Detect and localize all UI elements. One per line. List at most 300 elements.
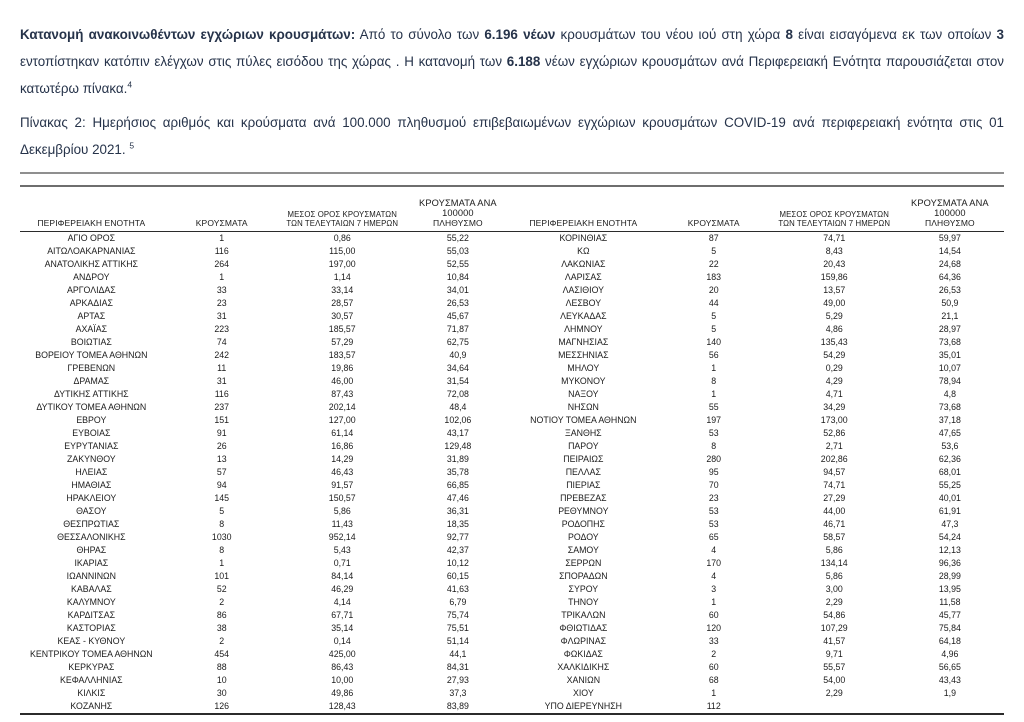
intro-bold-gateway: 3: [996, 27, 1004, 42]
per100k-cell: 73,68: [938, 402, 961, 412]
avg7-cell: 4,86: [825, 324, 843, 334]
avg7-cell: 5,43: [333, 545, 351, 555]
per100k-cell: 72,08: [446, 389, 469, 399]
region-cell: ΖΑΚΥΝΘΟΥ: [67, 454, 116, 464]
per100k-cell: 48,4: [449, 402, 467, 412]
region-cell: ΛΕΣΒΟΥ: [565, 298, 602, 308]
per100k-cell: 53,6: [941, 441, 959, 451]
region-cell: ΔΡΑΜΑΣ: [73, 376, 110, 386]
col-header-avg7: [773, 198, 896, 232]
per100k-cell: 68,01: [938, 467, 961, 477]
cases-cell: 88: [216, 662, 227, 672]
avg7-cell: 87,43: [331, 389, 354, 399]
cases-cell: 2: [219, 597, 225, 607]
cases-cell: 145: [214, 493, 230, 503]
table-row: [512, 349, 1004, 362]
per100k-cell: 51,14: [446, 636, 469, 646]
cases-cell: 4: [711, 571, 717, 581]
col-header-region: ΠΕΡΙΦΕΡΕΙΑΚΗ ΕΝΟΤΗΤΑ: [20, 198, 163, 232]
cases-table-left: [20, 198, 512, 715]
cases-cell: 53: [708, 519, 719, 529]
region-cell: ΛΑΚΩΝΙΑΣ: [561, 259, 606, 269]
cases-cell: 120: [706, 623, 722, 633]
cases-cell: 26: [216, 441, 227, 451]
avg7-cell: 173,00: [820, 415, 848, 425]
per100k-cell: 55,25: [938, 480, 961, 490]
avg7-cell: 11,43: [331, 519, 353, 529]
cases-cell: 1: [711, 363, 717, 373]
avg7-cell: 49,00: [823, 298, 846, 308]
table-row: [512, 414, 1004, 427]
table-row: [20, 362, 512, 375]
avg7-cell: 127,00: [328, 415, 356, 425]
region-cell: ΔΥΤΙΚΗΣ ΑΤΤΙΚΗΣ: [54, 389, 129, 399]
col-header-avg7-line1: ΜΕΣΟΣ ΟΡΟΣ ΚΡΟΥΣΜΑΤΩΝ: [779, 210, 889, 219]
region-cell: ΡΟΔΟΠΗΣ: [561, 519, 605, 529]
per100k-cell: 62,36: [938, 454, 961, 464]
table-row: [512, 401, 1004, 414]
table-caption: [20, 109, 1004, 163]
per100k-cell: 55,22: [446, 233, 469, 243]
avg7-cell: 3,00: [825, 584, 843, 594]
cases-table: [20, 198, 1004, 715]
col-header-cases: ΚΡΟΥΣΜΑΤΑ: [163, 198, 281, 232]
per100k-cell: 27,93: [446, 675, 469, 685]
table-row: [512, 245, 1004, 258]
cases-cell: 5: [219, 506, 225, 516]
table-row: [20, 479, 512, 492]
region-cell: ΧΙΟΥ: [572, 688, 594, 698]
table-row: [20, 596, 512, 609]
region-cell: ΞΑΝΘΗΣ: [565, 428, 602, 438]
per100k-cell: 83,89: [404, 700, 512, 714]
per100k-cell: 37,3: [449, 688, 467, 698]
avg7-cell: 46,00: [331, 376, 354, 386]
region-cell: ΗΛΕΙΑΣ: [75, 467, 108, 477]
cases-cell: 1: [219, 558, 225, 568]
region-cell: ΧΑΛΚΙΔΙΚΗΣ: [557, 662, 610, 672]
avg7-cell: 2,29: [825, 688, 843, 698]
avg7-cell: 135,43: [820, 337, 848, 347]
divider-rule-bottom: [20, 185, 1004, 187]
footnote-marker-4: 4: [127, 79, 133, 90]
cases-cell: 151: [214, 415, 230, 425]
region-cell: ΤΗΝΟΥ: [568, 597, 599, 607]
table-row: [20, 492, 512, 505]
cases-cell: 197: [706, 415, 722, 425]
avg7-cell: 5,86: [825, 545, 843, 555]
table-row: [20, 440, 512, 453]
table-header-row: [512, 198, 1004, 232]
region-cell: ΓΡΕΒΕΝΩΝ: [67, 363, 116, 373]
avg7-cell: 55,57: [823, 662, 846, 672]
table-row: [20, 297, 512, 310]
avg7-cell: 952,14: [328, 532, 356, 542]
per100k-cell: [896, 700, 1004, 714]
region-cell: ΚΟΖΑΝΗΣ: [20, 700, 163, 714]
cases-cell: 101: [214, 571, 230, 581]
region-cell: ΣΥΡΟΥ: [568, 584, 599, 594]
region-cell: ΕΥΡΥΤΑΝΙΑΣ: [64, 441, 119, 451]
per100k-cell: 129,48: [444, 441, 472, 451]
cases-cell: 23: [708, 493, 719, 503]
avg7-cell: 28,57: [331, 298, 354, 308]
table-row: [20, 375, 512, 388]
region-cell: ΚΑΡΔΙΤΣΑΣ: [67, 610, 116, 620]
per100k-cell: 59,97: [938, 233, 961, 243]
cases-cell: 264: [214, 259, 230, 269]
region-cell: ΝΟΤΙΟΥ ΤΟΜΕΑ ΑΘΗΝΩΝ: [530, 415, 637, 425]
cases-cell: 60: [708, 662, 719, 672]
region-cell: ΚΟΡΙΝΘΙΑΣ: [559, 233, 608, 243]
region-cell: ΛΑΣΙΘΙΟΥ: [562, 285, 604, 295]
cases-cell: 126: [163, 700, 281, 714]
table-row: [20, 687, 512, 700]
table-row: [20, 336, 512, 349]
per100k-cell: 13,95: [938, 584, 961, 594]
table-row: [20, 453, 512, 466]
cases-cell: 2: [711, 649, 717, 659]
per100k-cell: 26,53: [446, 298, 469, 308]
cases-cell: 52: [216, 584, 227, 594]
avg7-cell: 13,57: [823, 285, 846, 295]
avg7-cell: 4,71: [825, 389, 843, 399]
avg7-cell: 9,71: [825, 649, 843, 659]
table-row: [20, 414, 512, 427]
table-row: [20, 674, 512, 687]
avg7-cell: 74,71: [823, 480, 846, 490]
region-cell: ΜΗΛΟΥ: [567, 363, 600, 373]
intro-text-5: νέων εγχώριων κρουσμάτων ανά Περιφερειακή Ενότητα παρουσιάζεται στον κατωτέρω πίνακα.: [20, 54, 1004, 96]
avg7-cell: 425,00: [328, 649, 356, 659]
avg7-cell: 1,14: [333, 272, 351, 282]
region-cell: ΦΘΙΩΤΙΔΑΣ: [559, 623, 608, 633]
table-row: [512, 661, 1004, 674]
cases-cell: 53: [708, 428, 719, 438]
cases-cell: 74: [216, 337, 227, 347]
per100k-cell: 62,75: [446, 337, 469, 347]
col-header-avg7: [281, 198, 404, 232]
region-cell: ΚΑΒΑΛΑΣ: [71, 584, 112, 594]
table-row: [512, 362, 1004, 375]
cases-cell: 55: [708, 402, 719, 412]
per100k-cell: 92,77: [446, 532, 469, 542]
avg7-cell: 19,86: [331, 363, 354, 373]
cases-cell: 38: [216, 623, 227, 633]
cases-cell: 5: [711, 246, 717, 256]
per100k-cell: 75,84: [938, 623, 961, 633]
table-row: [20, 700, 512, 714]
per100k-cell: 64,18: [938, 636, 961, 646]
avg7-cell: 61,14: [331, 428, 354, 438]
per100k-cell: 10,84: [446, 272, 469, 282]
col-header-per100k-line1: ΚΡΟΥΣΜΑΤΑ ΑΝΑ 100000: [419, 198, 497, 218]
avg7-cell: 46,71: [823, 519, 846, 529]
avg7-cell: 2,71: [825, 441, 843, 451]
table-row: [20, 427, 512, 440]
avg7-cell: 202,86: [820, 454, 848, 464]
region-cell: ΘΕΣΠΡΩΤΙΑΣ: [63, 519, 120, 529]
cases-cell: 3: [711, 584, 717, 594]
table-row: [20, 557, 512, 570]
per100k-cell: 47,65: [938, 428, 961, 438]
region-cell: ΑΧΑΪΑΣ: [75, 324, 108, 334]
table-row: [512, 375, 1004, 388]
per100k-cell: 41,63: [446, 584, 469, 594]
table-row: [512, 232, 1004, 246]
footnote-marker-5: 5: [129, 140, 135, 151]
per100k-cell: 24,68: [938, 259, 961, 269]
per100k-cell: 75,51: [446, 623, 469, 633]
avg7-cell: 2,29: [825, 597, 843, 607]
avg7-cell: 52,86: [823, 428, 846, 438]
per100k-cell: 12,13: [938, 545, 961, 555]
cases-cell: 4: [711, 545, 717, 555]
intro-lead: Κατανομή ανακοινωθέντων εγχώριων κρουσμάτων:: [20, 27, 356, 42]
col-header-cases: ΚΡΟΥΣΜΑΤΑ: [655, 198, 773, 232]
avg7-cell: 0,86: [333, 233, 351, 243]
cases-cell: 170: [706, 558, 722, 568]
avg7-cell: 202,14: [328, 402, 356, 412]
avg7-cell: 46,43: [331, 467, 354, 477]
region-cell: ΠΕΛΛΑΣ: [565, 467, 601, 477]
region-cell: ΚΕΦΑΛΛΗΝΙΑΣ: [60, 675, 123, 685]
per100k-cell: 10,07: [938, 363, 961, 373]
table-row: [512, 492, 1004, 505]
avg7-cell: 34,29: [823, 402, 846, 412]
table-row: [512, 635, 1004, 648]
avg7-cell: 20,43: [823, 259, 846, 269]
region-cell: ΚΕΡΚΥΡΑΣ: [68, 662, 115, 672]
region-cell: ΗΜΑΘΙΑΣ: [71, 480, 112, 490]
avg7-cell: 197,00: [328, 259, 356, 269]
region-cell: ΡΟΔΟΥ: [568, 532, 599, 542]
per100k-cell: 52,55: [446, 259, 469, 269]
per100k-cell: 84,31: [446, 662, 469, 672]
table-row: [512, 388, 1004, 401]
avg7-cell: 44,00: [823, 506, 846, 516]
table-row: [20, 609, 512, 622]
cases-cell: 22: [708, 259, 719, 269]
cases-cell: 8: [711, 376, 717, 386]
intro-text-4: εντοπίστηκαν κατόπιν ελέγχων στις πύλες εισόδου της χώρας . Η κατανομή των: [20, 54, 507, 69]
table-row: [512, 583, 1004, 596]
intro-paragraph: [20, 21, 1004, 102]
table-row: [512, 609, 1004, 622]
table-row: [20, 349, 512, 362]
region-cell: ΛΑΡΙΣΑΣ: [564, 272, 602, 282]
table-row: [512, 674, 1004, 687]
cases-cell: 8: [219, 545, 225, 555]
per100k-cell: 61,91: [938, 506, 961, 516]
cases-table-right: [512, 198, 1004, 715]
per100k-cell: 11,58: [939, 597, 961, 607]
cases-cell: 13: [216, 454, 227, 464]
per100k-cell: 18,35: [446, 519, 469, 529]
avg7-cell: 49,86: [331, 688, 354, 698]
per100k-cell: 73,68: [938, 337, 961, 347]
per100k-cell: 28,99: [938, 571, 961, 581]
per100k-cell: 47,3: [941, 519, 959, 529]
table-row: [512, 687, 1004, 700]
per100k-cell: 35,01: [938, 350, 961, 360]
cases-cell: 140: [706, 337, 722, 347]
col-header-per100k: [896, 198, 1004, 232]
region-cell: ΣΕΡΡΩΝ: [565, 558, 602, 568]
cases-cell: 242: [214, 350, 230, 360]
table-row: [20, 232, 512, 246]
avg7-cell: 57,29: [331, 337, 354, 347]
table-row: [20, 505, 512, 518]
table-row: [512, 297, 1004, 310]
avg7-cell: 5,86: [825, 571, 843, 581]
avg7-cell: 84,14: [331, 571, 354, 581]
avg7-cell: 185,57: [328, 324, 356, 334]
cases-cell: 60: [708, 610, 719, 620]
col-header-region: ΠΕΡΙΦΕΡΕΙΑΚΗ ΕΝΟΤΗΤΑ: [512, 198, 655, 232]
table-row: [512, 518, 1004, 531]
per100k-cell: 28,97: [938, 324, 961, 334]
per100k-cell: 6,79: [449, 597, 467, 607]
table-row: [512, 479, 1004, 492]
per100k-cell: 71,87: [446, 324, 469, 334]
per100k-cell: 75,74: [446, 610, 469, 620]
avg7-cell: 86,43: [331, 662, 354, 672]
cases-cell: 8: [219, 519, 225, 529]
cases-cell: 33: [708, 636, 719, 646]
region-cell: ΚΑΣΤΟΡΙΑΣ: [66, 623, 116, 633]
table-row: [20, 284, 512, 297]
per100k-cell: 42,37: [446, 545, 469, 555]
col-header-avg7-line2: ΤΩΝ ΤΕΛΕΥΤΑΙΩΝ 7 ΗΜΕΡΩΝ: [286, 219, 399, 228]
table-row: [512, 310, 1004, 323]
table-row: [20, 271, 512, 284]
cases-cell: 1030: [211, 532, 232, 542]
per100k-cell: 55,03: [446, 246, 469, 256]
table-row: [512, 453, 1004, 466]
avg7-cell: 33,14: [331, 285, 354, 295]
per100k-cell: 14,54: [938, 246, 961, 256]
cases-cell: 65: [708, 532, 719, 542]
region-cell: ΗΡΑΚΛΕΙΟΥ: [66, 493, 117, 503]
cases-cell: 8: [711, 441, 717, 451]
region-cell: ΡΕΘΥΜΝΟΥ: [558, 506, 609, 516]
avg7-cell: [773, 700, 896, 714]
table-row: [512, 271, 1004, 284]
avg7-cell: 30,57: [331, 311, 354, 321]
per100k-cell: 4,8: [943, 389, 956, 399]
region-cell: ΚΙΛΚΙΣ: [77, 688, 106, 698]
avg7-cell: 58,57: [823, 532, 846, 542]
region-cell: ΦΩΚΙΔΑΣ: [563, 649, 603, 659]
table-row: [512, 557, 1004, 570]
table-row: [512, 648, 1004, 661]
cases-cell: 223: [214, 324, 230, 334]
intro-bold-total-cases: 6.196 νέων: [484, 27, 556, 42]
per100k-cell: 43,17: [446, 428, 469, 438]
col-header-per100k-line1: ΚΡΟΥΣΜΑΤΑ ΑΝΑ 100000: [911, 198, 989, 218]
cases-cell: 5: [711, 311, 717, 321]
intro-bold-domestic-cases: 6.188: [506, 54, 541, 69]
cases-cell: 1: [711, 688, 717, 698]
cases-cell: 56: [708, 350, 719, 360]
avg7-cell: 67,71: [331, 610, 354, 620]
region-cell: ΣΠΟΡΑΔΩΝ: [559, 571, 608, 581]
region-cell: ΘΕΣΣΑΛΟΝΙΚΗΣ: [57, 532, 126, 542]
col-header-avg7-line2: ΤΩΝ ΤΕΛΕΥΤΑΙΩΝ 7 ΗΜΕΡΩΝ: [778, 219, 891, 228]
cases-cell: 1: [219, 272, 225, 282]
per100k-cell: 34,01: [446, 285, 469, 295]
avg7-cell: 8,43: [825, 246, 843, 256]
region-cell: ΜΑΓΝΗΣΙΑΣ: [558, 337, 609, 347]
avg7-cell: 5,86: [333, 506, 351, 516]
avg7-cell: 5,29: [825, 311, 843, 321]
region-cell: ΤΡΙΚΑΛΩΝ: [561, 610, 606, 620]
table-row: [512, 323, 1004, 336]
avg7-cell: 4,29: [825, 376, 843, 386]
region-cell: ΚΩ: [577, 246, 590, 256]
table-row: [512, 466, 1004, 479]
avg7-cell: 0,29: [825, 363, 843, 373]
avg7-cell: 4,14: [333, 597, 351, 607]
table-caption-text: Πίνακας 2: Ημερήσιος αριθμός και κρούσματα ανά 100.000 πληθυσμού επιβεβαιωμένων εγχώριων κρουσμάτων COVID-19 ανά περιφερειακή ενότητα στις 01 Δεκεμβρίου 2021.: [20, 115, 1004, 157]
avg7-cell: 54,86: [823, 610, 846, 620]
region-cell: ΙΚΑΡΙΑΣ: [74, 558, 109, 568]
intro-bold-imported: 8: [785, 27, 793, 42]
cases-cell: 31: [216, 376, 227, 386]
intro-text-3: είναι εισαγόμενα εκ των οποίων: [792, 27, 997, 42]
per100k-cell: 50,9: [941, 298, 959, 308]
cases-cell: 91: [216, 428, 227, 438]
table-row: [20, 648, 512, 661]
cases-cell: 2: [219, 636, 225, 646]
cases-cell: 1: [711, 389, 717, 399]
intro-text-1: Από το σύνολο των: [355, 27, 485, 42]
avg7-cell: 115,00: [329, 246, 356, 256]
table-row: [20, 388, 512, 401]
per100k-cell: 56,65: [938, 662, 961, 672]
per100k-cell: 26,53: [938, 285, 961, 295]
region-cell: ΚΕΝΤΡΙΚΟΥ ΤΟΜΕΑ ΑΘΗΝΩΝ: [29, 649, 153, 659]
avg7-cell: 74,71: [823, 233, 846, 243]
region-cell: ΚΕΑΣ - ΚΥΘΝΟΥ: [57, 636, 126, 646]
per100k-cell: 35,78: [446, 467, 469, 477]
table-row: [20, 401, 512, 414]
cases-cell: 5: [711, 324, 717, 334]
region-cell: ΑΡΤΑΣ: [77, 311, 106, 321]
per100k-cell: 37,18: [938, 415, 961, 425]
region-cell: ΠΑΡΟΥ: [568, 441, 599, 451]
table-row: [20, 583, 512, 596]
region-cell: ΑΙΤΩΛΟΑΚΑΡΝΑΝΙΑΣ: [47, 246, 136, 256]
region-cell: ΛΕΥΚΑΔΑΣ: [560, 311, 607, 321]
per100k-cell: 45,67: [446, 311, 469, 321]
per100k-cell: 78,94: [938, 376, 961, 386]
per100k-cell: 40,01: [938, 493, 961, 503]
table-row: [512, 622, 1004, 635]
table-row: [512, 531, 1004, 544]
avg7-cell: 46,29: [331, 584, 354, 594]
per100k-cell: 1,9: [943, 688, 956, 698]
region-cell: ΙΩΑΝΝΙΝΩΝ: [66, 571, 116, 581]
avg7-cell: 183,57: [328, 350, 356, 360]
per100k-cell: 66,85: [446, 480, 469, 490]
per100k-cell: 47,46: [446, 493, 469, 503]
cases-cell: 1: [219, 233, 225, 243]
col-header-per100k: [404, 198, 512, 232]
cases-cell: 11: [217, 363, 227, 373]
cases-cell: 10: [216, 675, 227, 685]
